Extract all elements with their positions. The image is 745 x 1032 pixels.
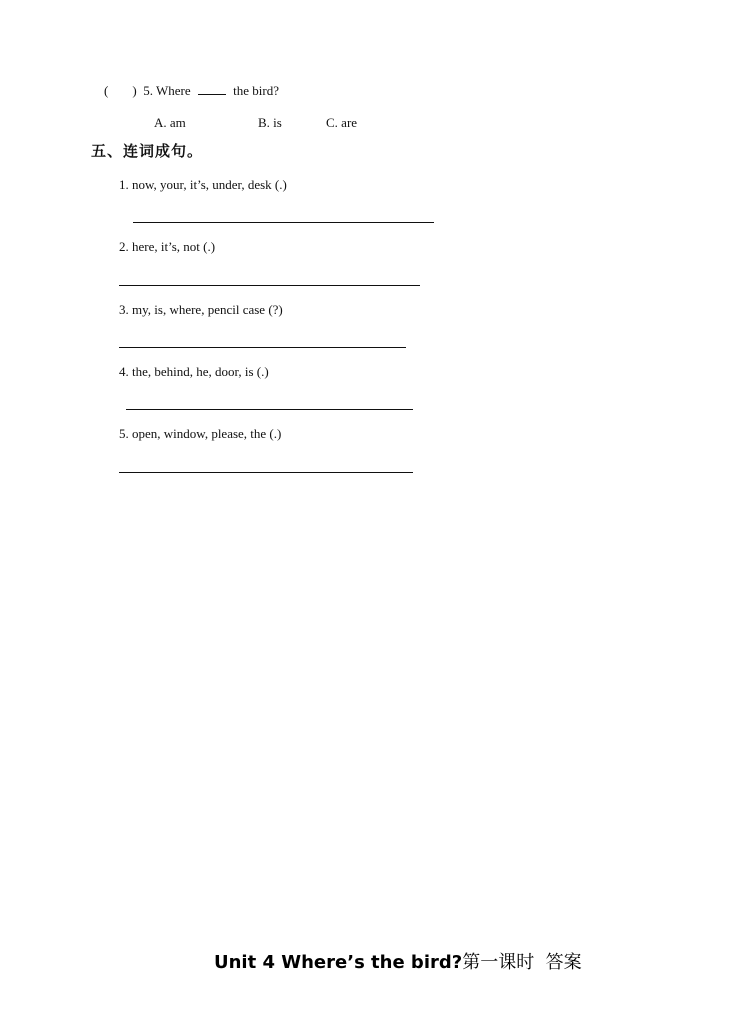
answer-key-title [214, 948, 582, 974]
answer-line-4[interactable] [126, 409, 413, 410]
question-text-after: the bird? [233, 83, 279, 98]
option-b[interactable]: B. is [258, 115, 282, 130]
section-title: 五、连词成句。 [91, 142, 204, 160]
sentence-item-1: 1. now, your, it’s, under, desk (.) [119, 177, 287, 192]
question-5 [104, 83, 279, 99]
answer-line-2[interactable] [119, 285, 420, 286]
answer-line-3[interactable] [119, 347, 406, 348]
answer-line-5[interactable] [119, 472, 413, 473]
option-a[interactable]: A. am [154, 115, 186, 130]
sentence-item-5: 5. open, window, please, the (.) [119, 426, 282, 441]
question-number: 5. [143, 83, 153, 98]
fill-blank[interactable] [198, 83, 226, 95]
sentence-item-4: 4. the, behind, he, door, is (.) [119, 364, 269, 379]
answer-line-1[interactable] [133, 222, 434, 223]
option-c[interactable]: C. are [326, 115, 358, 130]
answer-bracket[interactable]: ( ) [104, 83, 137, 98]
answer-key-title-cn: 第一课时 答案 [462, 952, 582, 973]
answer-key-title-en: Unit 4 Where’s the bird? [214, 952, 463, 973]
question-text-before: Where [156, 83, 191, 98]
sentence-item-2: 2. here, it’s, not (.) [119, 239, 216, 254]
sentence-item-3: 3. my, is, where, pencil case (?) [119, 302, 283, 317]
